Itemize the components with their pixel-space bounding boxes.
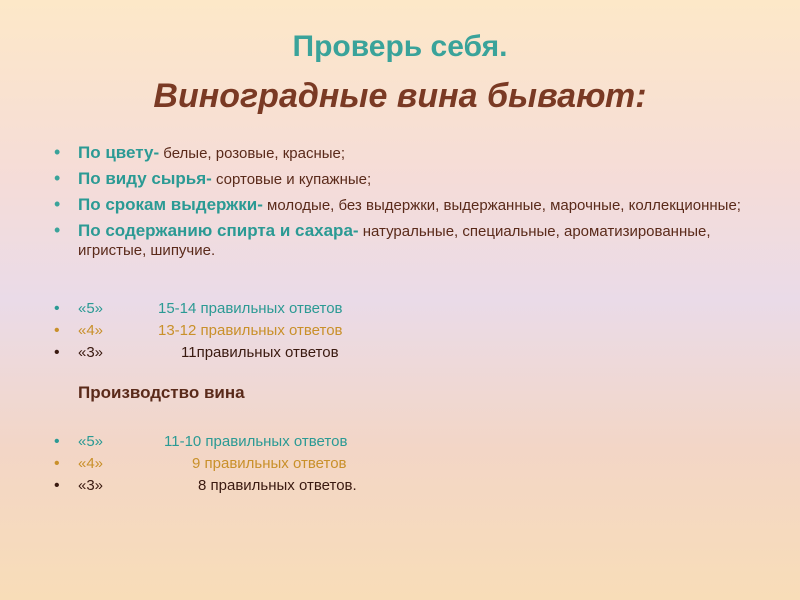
grade-criteria: 13-12 правильных ответов [158,322,343,339]
slide-heading: Виноградные вина бывают: [153,77,647,115]
classification-desc: белые, розовые, красные; [159,145,346,162]
bullet-icon: • [54,194,61,214]
bullet-icon: • [54,300,60,317]
classification-desc: сортовые и купажные; [211,171,372,188]
grade-item [54,453,357,475]
grade-mark: «3» [78,477,104,494]
grade-item [54,342,343,364]
grade-item [54,298,343,320]
bullet-icon: • [54,322,60,339]
classification-term: По виду сырья- [78,169,212,188]
classification-term: По срокам выдержки- [78,195,263,214]
bullet-icon: • [54,433,60,450]
section-subheading: Производство вина [78,383,245,402]
list-item [54,221,754,260]
classification-list [54,143,754,266]
list-item [54,143,754,163]
classification-term: По содержанию спирта и сахара- [78,221,359,240]
grade-criteria: 8 правильных ответов. [198,477,357,494]
grade-criteria: 11-10 правильных ответов [164,433,348,450]
grade-mark: «3» [78,344,104,361]
classification-desc: молодые, без выдержки, выдержанные, марочные, коллекционные; [262,197,741,214]
bullet-icon: • [54,142,61,162]
bullet-icon: • [54,168,61,188]
grade-item [54,431,357,453]
grade-criteria: 11правильных ответов [181,344,339,361]
grade-criteria: 15-14 правильных ответов [158,300,343,317]
grade-criteria: 9 правильных ответов [192,455,347,472]
grade-mark: «5» [78,433,104,450]
bullet-icon: • [54,455,60,472]
classification-desc: натуральные, специальные, ароматизированные, игристые, шипучие. [78,223,711,259]
slide-title: Проверь себя. [292,30,508,63]
grade-item [54,320,343,342]
grading-list-part2 [54,431,357,497]
bullet-icon: • [54,220,61,240]
list-item [54,195,754,215]
bullet-icon: • [54,344,60,361]
grade-mark: «4» [78,322,104,339]
bullet-icon: • [54,477,60,494]
grading-list-part1 [54,298,343,364]
grade-item [54,475,357,497]
classification-term: По цвету- [78,143,160,162]
grade-mark: «5» [78,300,104,317]
list-item [54,169,754,189]
grade-mark: «4» [78,455,104,472]
